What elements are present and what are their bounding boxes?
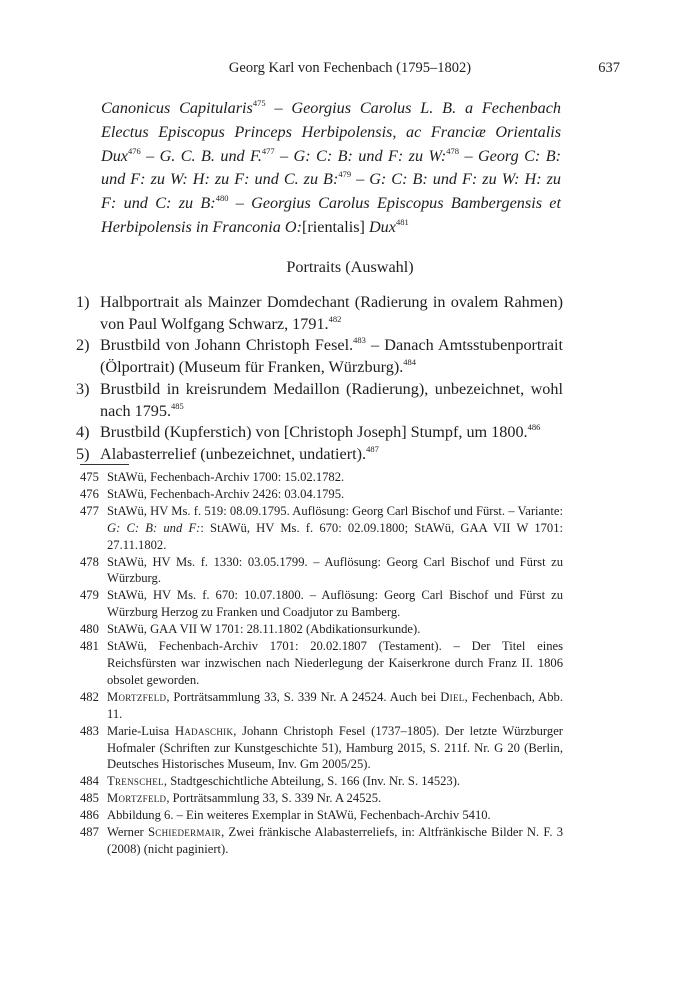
footnote-ref[interactable]: 478 bbox=[446, 145, 460, 156]
footnote-number: 482 bbox=[80, 689, 99, 704]
text-run: Canonicus Capitularis bbox=[101, 99, 253, 117]
text-run: – Georgius Carolus Episcopus Bambergensis et Herbipolensis in Franconia O: bbox=[101, 194, 561, 236]
footnote-number: 478 bbox=[80, 554, 99, 569]
footnote bbox=[80, 723, 563, 774]
item-text: Brustbild (Kupferstich) von [Christoph Joseph] Stumpf, um 1800. bbox=[100, 423, 528, 442]
footnote-number: 484 bbox=[80, 774, 99, 789]
page-header bbox=[80, 60, 620, 84]
footnote bbox=[80, 790, 563, 807]
portrait-item bbox=[78, 379, 563, 422]
footnote-ref[interactable]: 480 bbox=[215, 193, 229, 204]
footnote-number: 476 bbox=[80, 486, 99, 501]
section-title: Portraits (Auswahl) bbox=[286, 258, 414, 276]
footnote-number: 481 bbox=[80, 639, 99, 654]
footnote-text: StAWü, Fechenbach-Archiv 2426: 03.04.1795. bbox=[107, 486, 345, 501]
author-name: Hadaschik bbox=[174, 723, 234, 738]
portrait-item bbox=[78, 422, 563, 444]
text-run: – Georg C: B: und F: zu W: H: zu F: und C. zu B: bbox=[101, 146, 561, 189]
footnote bbox=[80, 807, 563, 824]
footnote-number: 475 bbox=[80, 470, 99, 484]
item-text: Halbportrait als Mainzer Domdechant (Radierung in ovalem Rahmen) von Paul Wolfgang Schwarz, 1791. bbox=[100, 293, 563, 333]
footnote-ref[interactable]: 475 bbox=[252, 98, 266, 108]
footnote-ref[interactable]: 487 bbox=[366, 443, 379, 454]
footnote-ref[interactable]: 485 bbox=[171, 400, 184, 411]
footnotes bbox=[80, 469, 563, 858]
footnote-text: : StAWü, HV Ms. f. 670: 02.09.1800; StAWü, GAA VII W 1701: 27.11.1802. bbox=[107, 520, 564, 552]
item-number: 5) bbox=[76, 444, 90, 463]
footnote bbox=[80, 824, 563, 858]
footnote-number: 480 bbox=[80, 622, 99, 637]
footnote bbox=[80, 503, 563, 554]
footnote-text: StAWü, Fechenbach-Archiv 1701: 20.02.1807 (Testament). – Der Titel eines Reichsfürsten war inzwischen nach Niederlegung der Kaiserkrone durch Franz II. 1806 obsolet geworden. bbox=[107, 639, 563, 687]
author-name: Schiedermair bbox=[147, 825, 222, 840]
page-number: 637 bbox=[598, 60, 620, 76]
footnote-ref[interactable]: 484 bbox=[403, 357, 417, 368]
footnote bbox=[80, 621, 563, 638]
item-number: 4) bbox=[76, 423, 90, 442]
footnote-text: StAWü, HV Ms. f. 1330: 03.05.1799. – Auflösung: Georg Carl Bischof und Fürst zu Würzburg. bbox=[107, 554, 563, 586]
footnote bbox=[80, 689, 563, 723]
footnote-number: 486 bbox=[80, 808, 99, 823]
footnote-text: StAWü, Fechenbach-Archiv 1700: 15.02.1782. bbox=[107, 470, 345, 484]
text-run: – G: C: B: und F: zu W: bbox=[274, 146, 447, 165]
text-run: Dux bbox=[364, 217, 396, 236]
title-variants-paragraph bbox=[101, 97, 561, 240]
footnote bbox=[80, 638, 563, 689]
footnote bbox=[80, 486, 563, 503]
author-name: Diel bbox=[440, 689, 465, 704]
text-run: – G. C. B. und F. bbox=[140, 146, 262, 165]
footnote-number: 483 bbox=[80, 723, 99, 738]
footnote bbox=[80, 587, 563, 621]
footnote-ref[interactable]: 483 bbox=[353, 335, 366, 346]
footnote-text: , Porträtsammlung 33, S. 339 Nr. A 24524. Auch bei bbox=[166, 689, 441, 704]
footnote-ref[interactable]: 476 bbox=[127, 145, 141, 156]
footnote-text: Werner bbox=[107, 825, 148, 840]
footnote-text: , Fechenbach, Abb. 11. bbox=[107, 689, 563, 721]
footnote-text: StAWü, HV Ms. f. 519: 08.09.1795. Auflösung: Georg Carl Bischof und Fürst. – Variante: bbox=[107, 503, 563, 518]
footnote-number: 479 bbox=[80, 588, 99, 603]
portrait-list bbox=[78, 292, 563, 466]
item-text: Brustbild von Johann Christoph Fesel. bbox=[100, 336, 354, 355]
footnote bbox=[80, 773, 563, 790]
footnote bbox=[80, 554, 563, 588]
footnote-ref[interactable]: 482 bbox=[328, 313, 342, 324]
footnote-number: 487 bbox=[80, 825, 99, 840]
footnote-number: 477 bbox=[80, 503, 99, 518]
text-run: – G: C: B: und F: zu W: H: zu F: und C: zu B: bbox=[101, 170, 561, 213]
footnote-text: , Stadtgeschichtliche Abteilung, S. 166 (Inv. Nr. S. 14523). bbox=[163, 774, 461, 789]
author-name: Trenschel bbox=[107, 774, 164, 789]
item-text: Brustbild in kreisrundem Medaillon (Radierung), unbezeichnet, wohl nach 1795. bbox=[100, 379, 563, 420]
footnote-text: Abbildung 6. – Ein weiteres Exemplar in StAWü, Fechenbach-Archiv 5410. bbox=[107, 808, 491, 823]
footnote-ref[interactable]: 477 bbox=[261, 145, 275, 156]
item-number: 2) bbox=[76, 336, 90, 355]
footnote-number: 485 bbox=[80, 791, 99, 806]
item-number: 3) bbox=[76, 379, 90, 398]
portrait-item bbox=[78, 444, 563, 466]
author-name: Mortzfeld bbox=[107, 689, 167, 704]
footnote-text: StAWü, GAA VII W 1701: 28.11.1802 (Abdikationsurkunde). bbox=[107, 622, 421, 637]
footnote-ref[interactable]: 486 bbox=[527, 422, 541, 433]
footnote-text: , Johann Christoph Fesel (1737–1805). Der letzte Würzburger Hofmaler (Schriften zur Kunstgeschichte 51), Hamburg 2015, S. 211f. Nr. G 20 (Berlin, Deutsches Historisches Museum, Inv. Gm 2005/25). bbox=[107, 723, 563, 772]
portrait-item bbox=[78, 292, 563, 335]
editorial-insertion: [rientalis] bbox=[301, 217, 365, 236]
footnote-text: StAWü, HV Ms. f. 670: 10.07.1800. – Auflösung: Georg Carl Bischof und Fürst zu Würzburg Herzog zu Franken und Coadjutor zu Bamberg. bbox=[107, 588, 563, 620]
footnote-italic: G: C: B: und F: bbox=[107, 520, 201, 535]
footnote-text: Marie-Luisa bbox=[107, 723, 175, 738]
footnote-ref[interactable]: 479 bbox=[338, 169, 352, 180]
author-name: Mortzfeld bbox=[107, 791, 167, 806]
footnote-text: , Porträtsammlung 33, S. 339 Nr. A 24525. bbox=[166, 791, 382, 806]
portrait-item bbox=[78, 335, 563, 378]
item-number: 1) bbox=[76, 293, 90, 311]
running-title: Georg Karl von Fechenbach (1795–1802) bbox=[228, 60, 472, 76]
footnote-divider bbox=[80, 464, 129, 465]
text-run: – Georgius Carolus L. B. a Fechenbach Electus Episcopus Princeps Herbipolensis, ac Franciæ Orientalis Dux bbox=[101, 99, 561, 165]
item-text: – Danach Amtsstubenportrait (Ölportrait) (Museum für Franken, Würzburg). bbox=[100, 336, 563, 377]
footnote-text: , Zwei fränkische Alabasterreliefs, in: Altfränkische Bilder N. F. 3 (2008) (nicht paginiert). bbox=[107, 825, 563, 856]
footnote bbox=[80, 469, 563, 486]
item-text: Alabasterrelief (unbezeichnet, undatiert). bbox=[100, 444, 367, 463]
footnote-ref[interactable]: 481 bbox=[395, 216, 409, 227]
